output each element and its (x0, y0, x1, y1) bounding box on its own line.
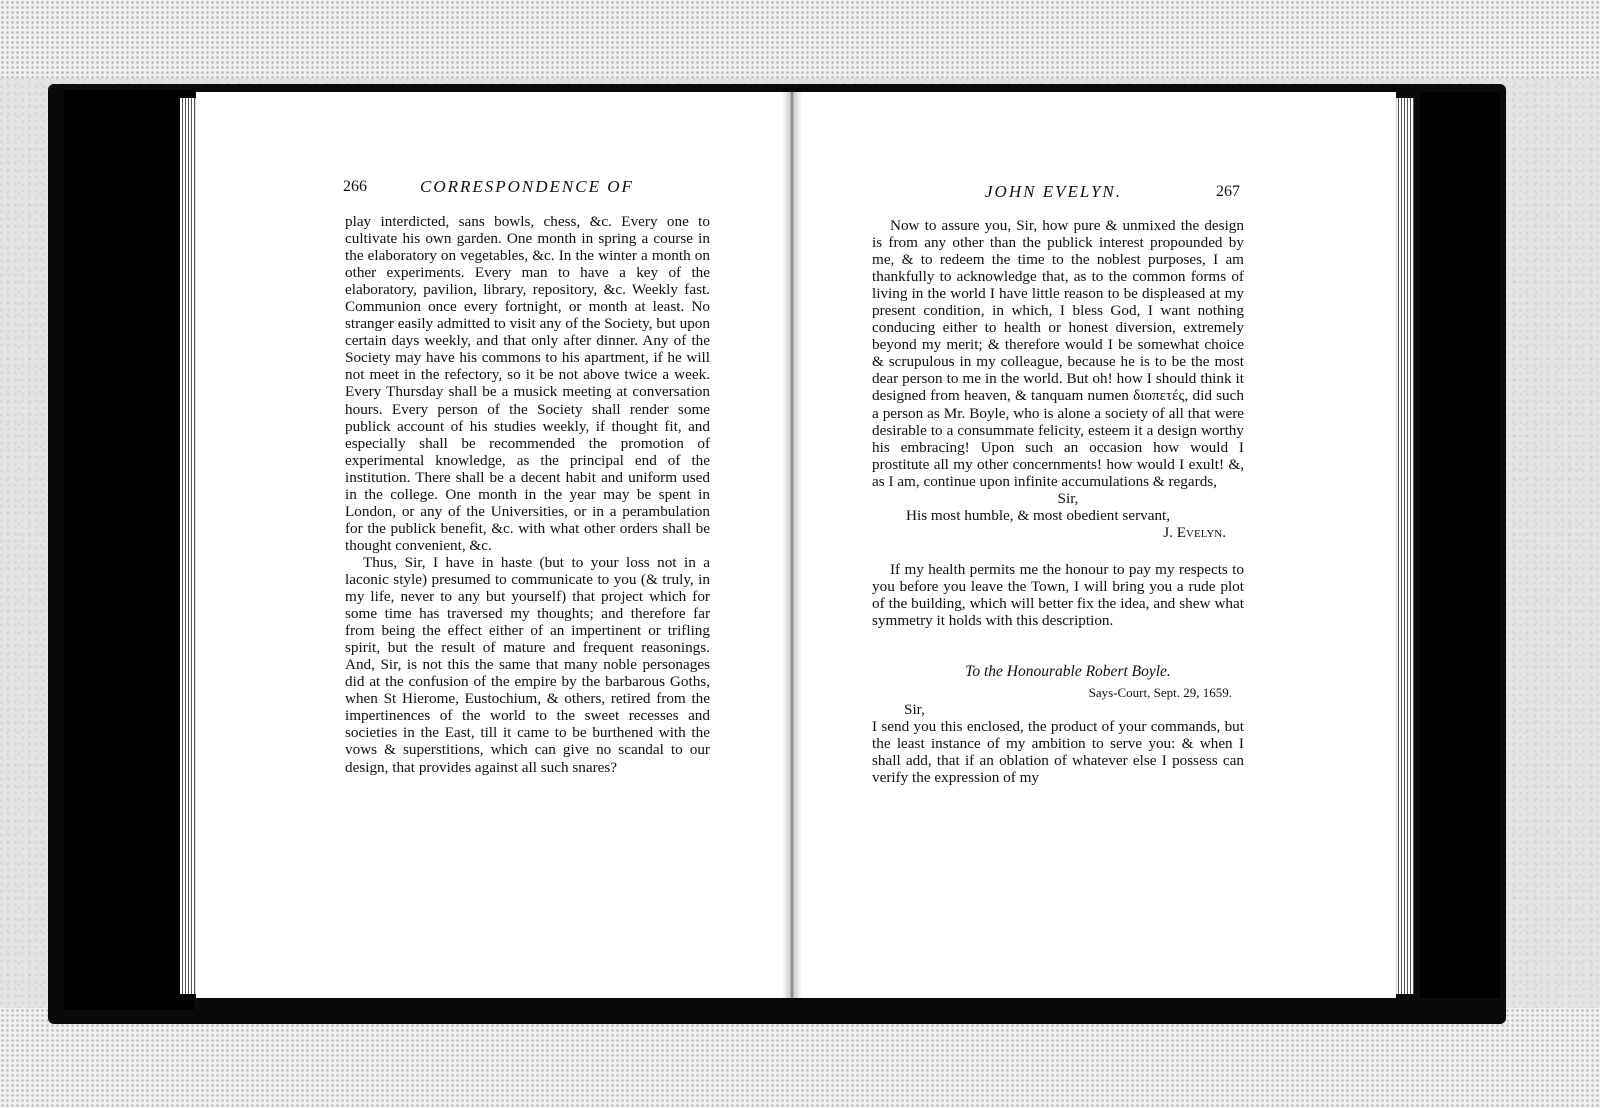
page-edges-right (1396, 98, 1414, 994)
page-edges-left (180, 98, 196, 994)
book-spine-gutter (782, 92, 802, 998)
left-running-head (420, 177, 634, 197)
left-page-number: 266 (343, 178, 367, 195)
closing-sir: Sir, (1057, 489, 1079, 507)
postscript: If my health permits me the honour to pay my respects to you before you leave the Town, I will bring you a rude plot of the building, which will better fix the idea, and shew what symmetry it holds with this description. (872, 560, 1244, 630)
dateline: Says-Court, Sept. 29, 1659. (1088, 685, 1232, 701)
left-page-text (345, 213, 710, 776)
cover-right-board (1420, 92, 1500, 998)
right-page-text (872, 217, 1244, 786)
right-page-number: 267 (1216, 183, 1240, 200)
left-paragraph-2: Thus, Sir, I have in haste (but to your loss not in a laconic style) presumed to communicate to you (& truly, in my life, never to any but yourself) that project which for some time has traversed my thoughts; and therefore far from being the effect either of an impertinent or trifling spirit, but the result of mature and frequent reasonings. And, Sir, is not this the same that many noble personages did at the confusion of the empire by the barbarous Goths, when St Hierome, Eustochium, & others, retired from the impertinences of the world to the sweet recesses and societies in the East, till it came to be burthened with the vows & superstitions, which can give no scandal to our design, that provides against all such snares? (345, 553, 710, 776)
right-running-head (985, 182, 1122, 202)
cover-left-board (64, 90, 194, 1010)
left-paragraph-1: play interdicted, sans bowls, chess, &c. Every one to cultivate his own garden. One month in spring a course in the elaboratory on vegetables, &c. In the winter a month on other experiments. Every man to have a key of the elaboratory, pavilion, library, repository, &c. Weekly fast. Communion once every fortnight, or month at least. No stranger easily admitted to visit any of the Society, but upon certain days weekly, and that only after dinner. Any of the Society may have his commons to his apartment, if he will not meet in the refectory, so it be not above twice a week. Every Thursday shall be a musick meeting at conversation hours. Every person of the Society shall render some publick account of his studies weekly, if thought fit, and especially shall be recommended the promotion of experimental knowledge, as the principal end of the institution. There shall be a decent habit and uniform used in the college. One month in the year may be spent in London, or any of the Universities, or in a perambulation for the publick benefit, &c. with what other orders shall be thought convenient, &c. (345, 213, 710, 554)
salutation: Sir, (904, 701, 925, 719)
right-paragraph-1: Now to assure you, Sir, how pure & unmixed the design is from any other than the publick interest propounded by me, & to redeem the time to the noblest purposes, I am thankfully to acknowledge that, as to the common forms of living in the world I have little reason to be displeased at my present condition, in which, I bless God, I want nothing conducing either to health or honest diversion, extremely beyond my merit; & therefore would I be somewhat choice & scrupulous in my colleague, because he is to be the most dear person to me in the world. But oh! how I should think it designed from heaven, & tanquam numen διοπετές, did such a person as Mr. Boyle, who is alone a society of all that were desirable to a consummate felicity, esteem it a design worthy his embracing! Upon such an occasion how would I prostitute all my other concernments! how would I exult! &, as I am, continue upon infinite accumulations & regards, (872, 217, 1244, 490)
right-running-head-title: JOHN EVELYN. (985, 182, 1122, 201)
closing-line: His most humble, & most obedient servant, (906, 506, 1171, 524)
left-running-head-title: CORRESPONDENCE OF (420, 177, 634, 196)
letter-heading: To the Honourable Robert Boyle. (965, 663, 1171, 681)
signature: J. Evelyn. (1163, 523, 1226, 541)
letter-body: I send you this enclosed, the product of your commands, but the least instance of my ambition to serve you: & when I shall add, that if an oblation of whatever else I possess can verify the expression of my (872, 718, 1244, 787)
scanner-top-edge (0, 0, 1600, 78)
